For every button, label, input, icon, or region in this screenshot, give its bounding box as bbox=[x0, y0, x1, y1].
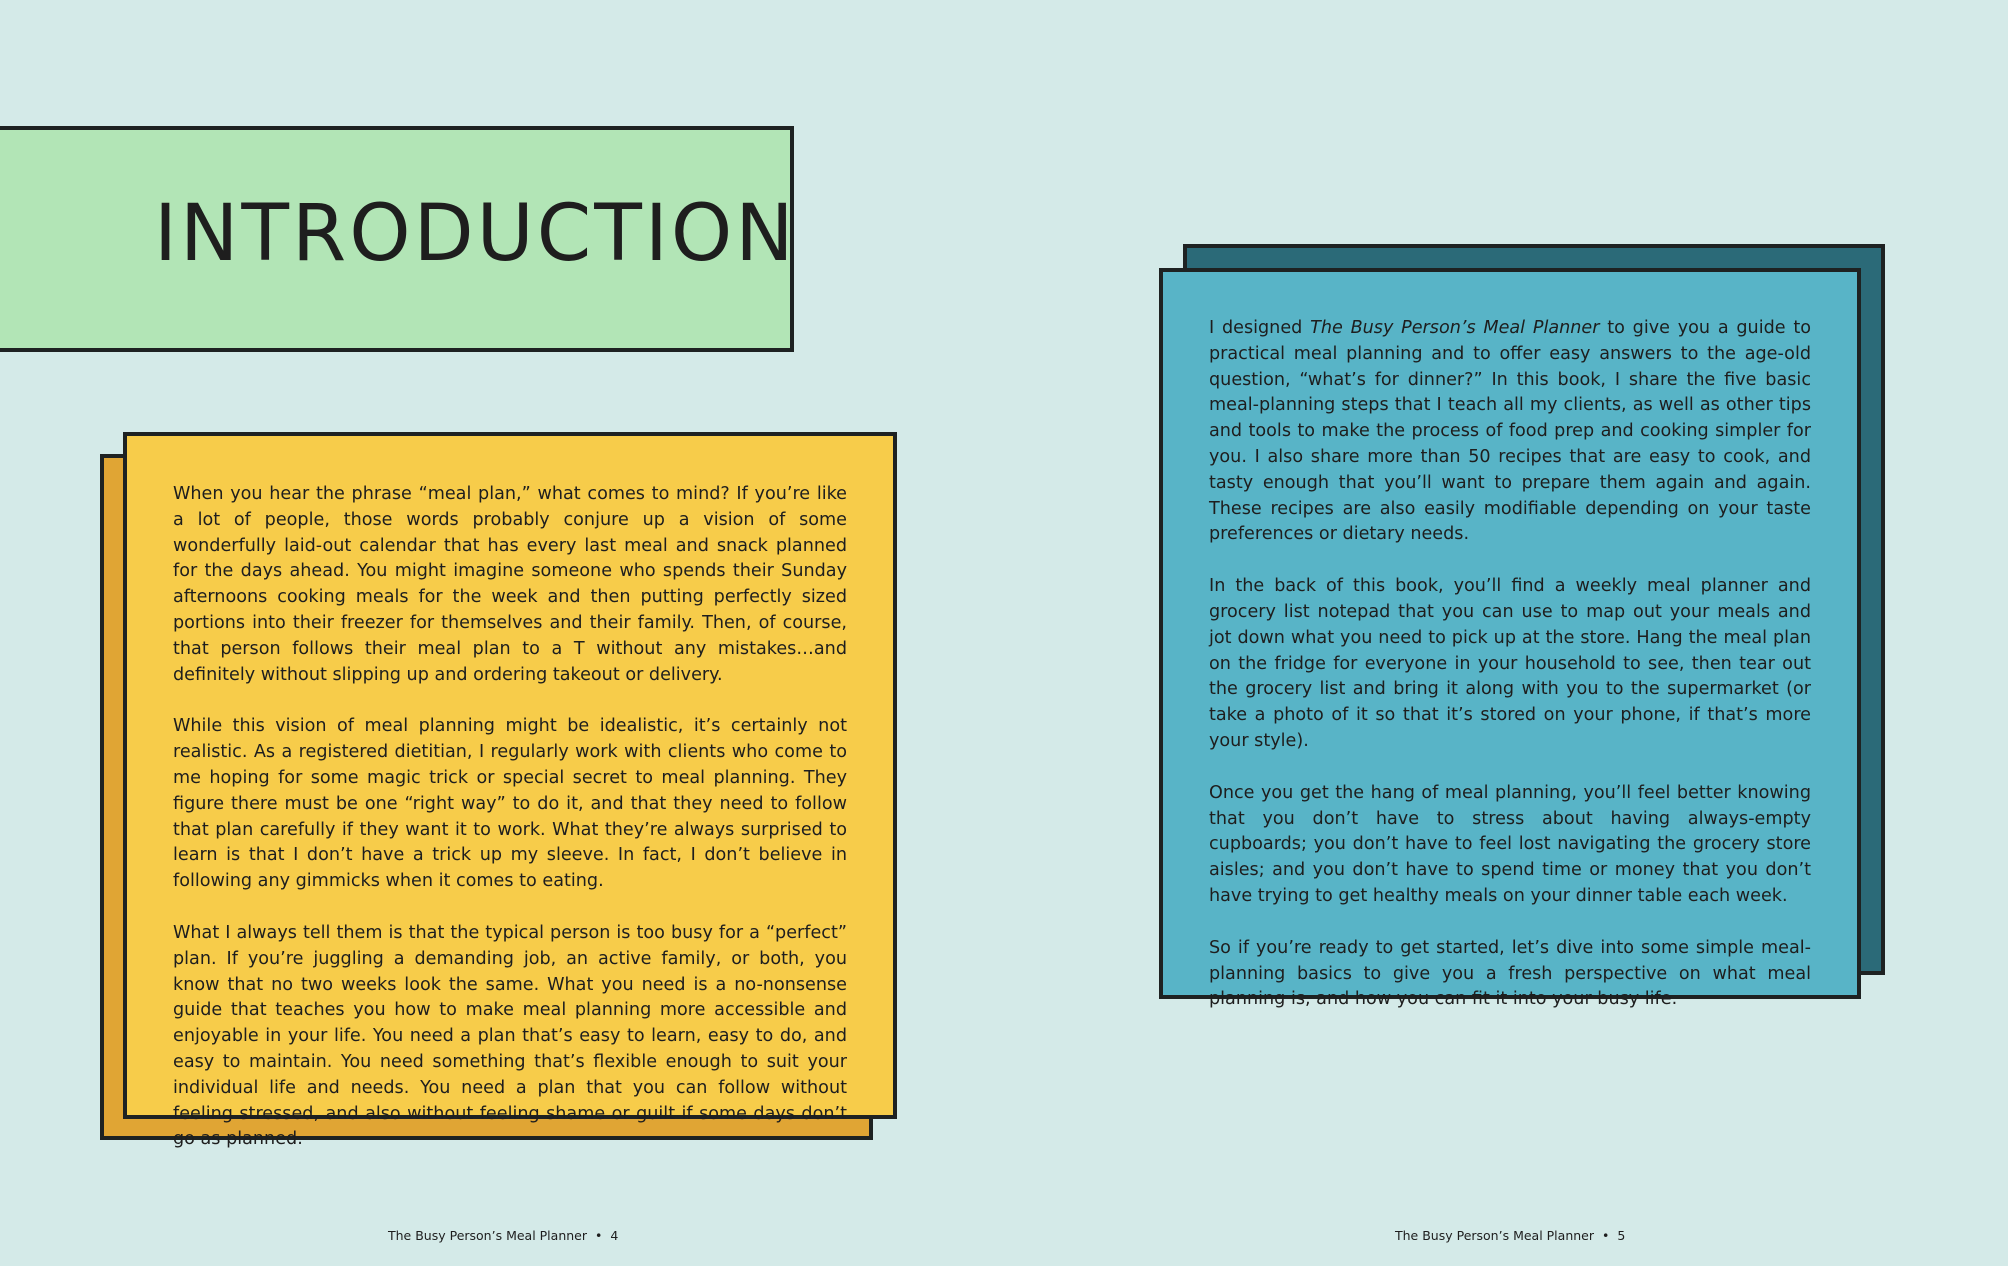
page-title: INTRODUCTION bbox=[154, 189, 797, 279]
paragraph: Once you get the hang of meal planning, you’ll feel better knowing that you don’t have to stress about having always-empty cupboards; you don’t have to feel lost navigating the grocery store aisles; and you don’t have to spend time or money that you don’t have trying to get healthy meals on your dinner table each week. bbox=[1209, 782, 1811, 906]
paragraph-text: to give you a guide to practical meal planning and to offer easy answers to the age-old question, “what’s for dinner?” In this book, I share the five basic meal-planning steps that I teach all my clients, as well as other tips and tools to make the process of food prep and cooking simpler for you. I also share more than 50 recipes that are easy to cook, and tasty enough that you’ll want to prepare them again and again. These recipes are also easily modifiable depending on your taste preferences or dietary needs. bbox=[1209, 318, 1811, 545]
footer-bullet: • bbox=[595, 1228, 603, 1243]
paragraph: So if you’re ready to get started, let’s dive into some simple meal-planning basics to give you a fresh perspective on what meal planning is, and how you can fit it into your busy life. bbox=[1209, 937, 1811, 1010]
page-footer-left bbox=[388, 1227, 618, 1245]
paragraph-text: I designed bbox=[1209, 318, 1311, 338]
paragraph: When you hear the phrase “meal plan,” what comes to mind? If you’re like a lot of people, those words probably conjure up a vision of some wonderfully laid-out calendar that has every last meal and snack planned for the days ahead. You might imagine someone who spends their Sunday afternoons cooking meals for the week and then putting perfectly sized portions into their freezer for themselves and their family. Then, of course, that person follows their meal plan to a T without any mistakes…and definitely without slipping up and ordering takeout or delivery. bbox=[173, 484, 847, 685]
footer-book-title: The Busy Person’s Meal Planner bbox=[388, 1228, 587, 1243]
book-title-italic: The Busy Person’s Meal Planner bbox=[1310, 318, 1600, 338]
right-text-card bbox=[1159, 268, 1861, 1010]
page-footer-right bbox=[1395, 1227, 1625, 1245]
left-text-card bbox=[123, 432, 897, 1150]
footer-book-title: The Busy Person’s Meal Planner bbox=[1395, 1228, 1594, 1243]
page-number: 4 bbox=[610, 1228, 619, 1243]
footer-bullet: • bbox=[1602, 1228, 1610, 1243]
page-number: 5 bbox=[1617, 1228, 1626, 1243]
paragraph bbox=[1209, 316, 1811, 548]
paragraph: In the back of this book, you’ll find a weekly meal planner and grocery list notepad that you can use to map out your meals and jot down what you need to pick up at the store. Hang the meal plan on the fridge for everyone in your household to see, then tear out the grocery list and bring it along with you to the supermarket (or take a photo of it so that it’s stored on your phone, if that’s more your style). bbox=[1209, 576, 1811, 751]
paragraph: While this vision of meal planning might be idealistic, it’s certainly not realistic. As a registered dietitian, I regularly work with clients who come to me hoping for some magic trick or special secret to meal planning. They figure there must be one “right way” to do it, and that they need to follow that plan carefully if they want it to work. What they’re always surprised to learn is that I don’t have a trick up my sleeve. In fact, I don’t believe in following any gimmicks when it comes to eating. bbox=[173, 716, 847, 892]
paragraph: What I always tell them is that the typical person is too busy for a “perfect” plan. If you’re juggling a demanding job, an active family, or both, you know that no two weeks look the same. What you need is a no-nonsense guide that teaches you how to make meal planning more accessible and enjoyable in your life. You need a plan that’s easy to learn, easy to do, and easy to maintain. You need something that’s flexible enough to suit your individual life and needs. You need a plan that you can follow without feeling stressed, and also without feeling shame or guilt if some days don’t go as planned. bbox=[173, 922, 847, 1150]
